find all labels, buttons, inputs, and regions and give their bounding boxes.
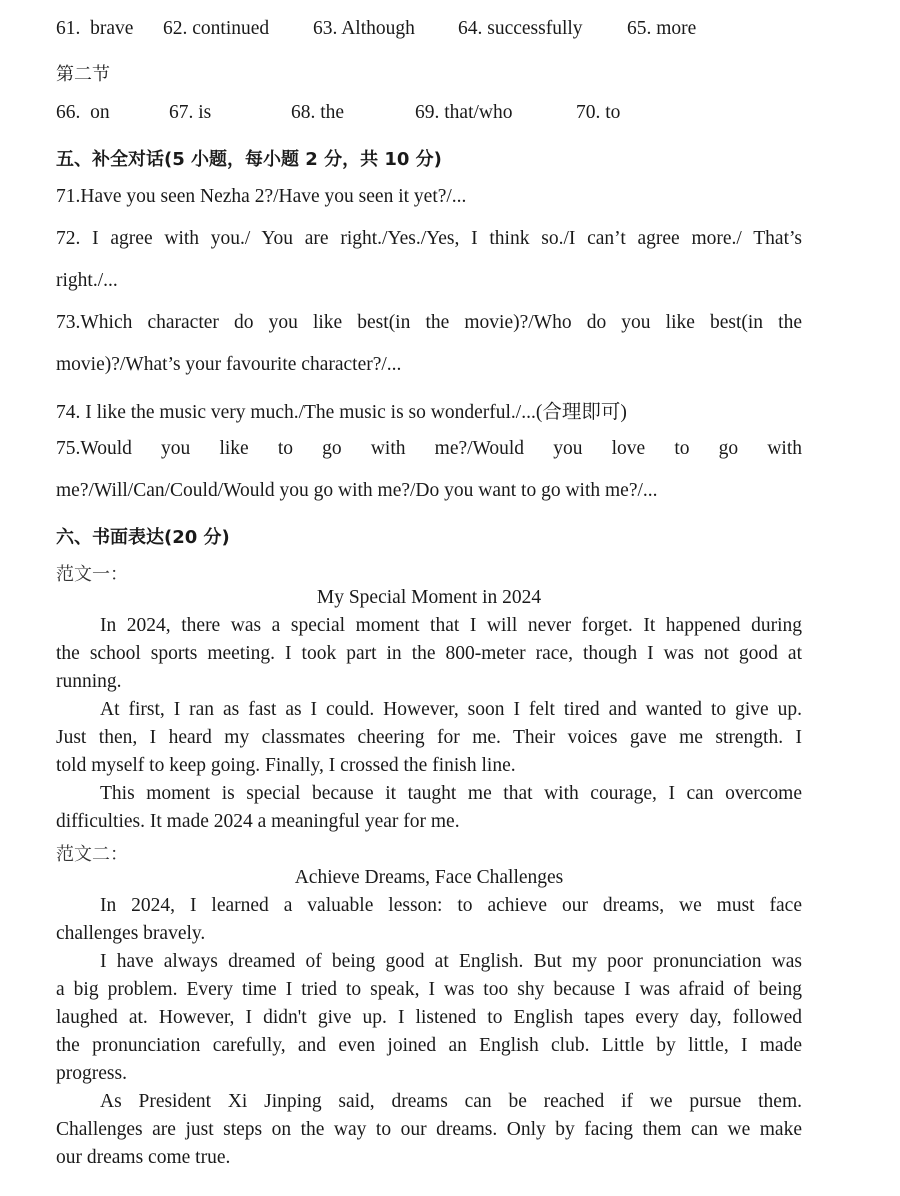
essay-1-line: This moment is special because it taught me that with courage, I can overcome: [100, 783, 802, 804]
answer-63: 63. Although: [313, 18, 415, 39]
answer-66: 66. on: [56, 102, 110, 123]
essay-2-line: Challenges are just steps on the way to our dreams. Only by facing them can we make: [56, 1119, 802, 1140]
essay-1-line: Just then, I heard my classmates cheering for me. Their voices gave me strength. I: [56, 727, 802, 748]
essay-2-line: I have always dreamed of being good at English. But my poor pronunciation was: [100, 951, 802, 972]
dialogue-answer-73: 73.Which character do you like best(in the movie)?/Who do you like best(in the: [56, 312, 802, 333]
essay-2-title: Achieve Dreams, Face Challenges: [294, 867, 564, 888]
answer-65: 65. more: [627, 18, 697, 39]
essay-2-line: In 2024, I learned a valuable lesson: to achieve our dreams, we must face: [100, 895, 802, 916]
essay-2-line: laughed at. However, I didn't give up. I listened to English tapes every day, followed: [56, 1007, 802, 1028]
answer-67: 67. is: [169, 102, 212, 123]
essay-1-line: In 2024, there was a special moment that I will never forget. It happened during: [100, 615, 802, 636]
essay-2-line: progress.: [56, 1063, 127, 1084]
essay-1-line: the school sports meeting. I took part in the 800-meter race, though I was not good at: [56, 643, 802, 664]
essay-2-line: challenges bravely.: [56, 923, 206, 944]
essay-1-line: At first, I ran as fast as I could. However, soon I felt tired and wanted to give up.: [100, 699, 802, 720]
dialogue-answer-72: 72. I agree with you./ You are right./Yes./Yes, I think so./I can’t agree more./ That’s: [56, 228, 802, 249]
answer-69: 69. that/who: [415, 102, 513, 123]
essay-2-line: our dreams come true.: [56, 1147, 231, 1168]
dialogue-answer-73-cont: movie)?/What’s your favourite character?/...: [56, 354, 402, 375]
essay-2-line: the pronunciation carefully, and even joined an English club. Little by little, I made: [56, 1035, 802, 1056]
essay-1-label: 范文一：: [56, 564, 128, 585]
essay-2-label: 范文二：: [56, 844, 128, 865]
essay-2-line: As President Xi Jinping said, dreams can be reached if we pursue them.: [100, 1091, 802, 1112]
part-6-heading: 六、书面表达(20 分): [56, 527, 230, 548]
dialogue-answer-75: 75.Would you like to go with me?/Would you love to go with: [56, 438, 802, 459]
essay-1-line: difficulties. It made 2024 a meaningful year for me.: [56, 811, 460, 832]
section-2-title: 第二节: [56, 64, 110, 85]
answer-64: 64. successfully: [458, 18, 583, 39]
essay-1-line: running.: [56, 671, 122, 692]
dialogue-answer-72-cont: right./...: [56, 270, 118, 291]
answer-61: 61. brave: [56, 18, 134, 39]
essay-1-title: My Special Moment in 2024: [316, 587, 542, 608]
answer-68: 68. the: [291, 102, 345, 123]
dialogue-answer-75-cont: me?/Will/Can/Could/Would you go with me?/Do you want to go with me?/...: [56, 480, 658, 501]
answer-70: 70. to: [576, 102, 621, 123]
answer-62: 62. continued: [163, 18, 270, 39]
part-5-heading: 五、补全对话(5 小题，每小题 2 分，共 10 分): [56, 149, 442, 170]
essay-1-line: told myself to keep going. Finally, I crossed the finish line.: [56, 755, 516, 776]
essay-2-line: a big problem. Every time I tried to speak, I was too shy because I was afraid of being: [56, 979, 802, 1000]
dialogue-answer-74: 74. I like the music very much./The music is so wonderful./...(合理即可): [56, 402, 627, 423]
dialogue-answer-71: 71.Have you seen Nezha 2?/Have you seen it yet?/...: [56, 186, 467, 207]
